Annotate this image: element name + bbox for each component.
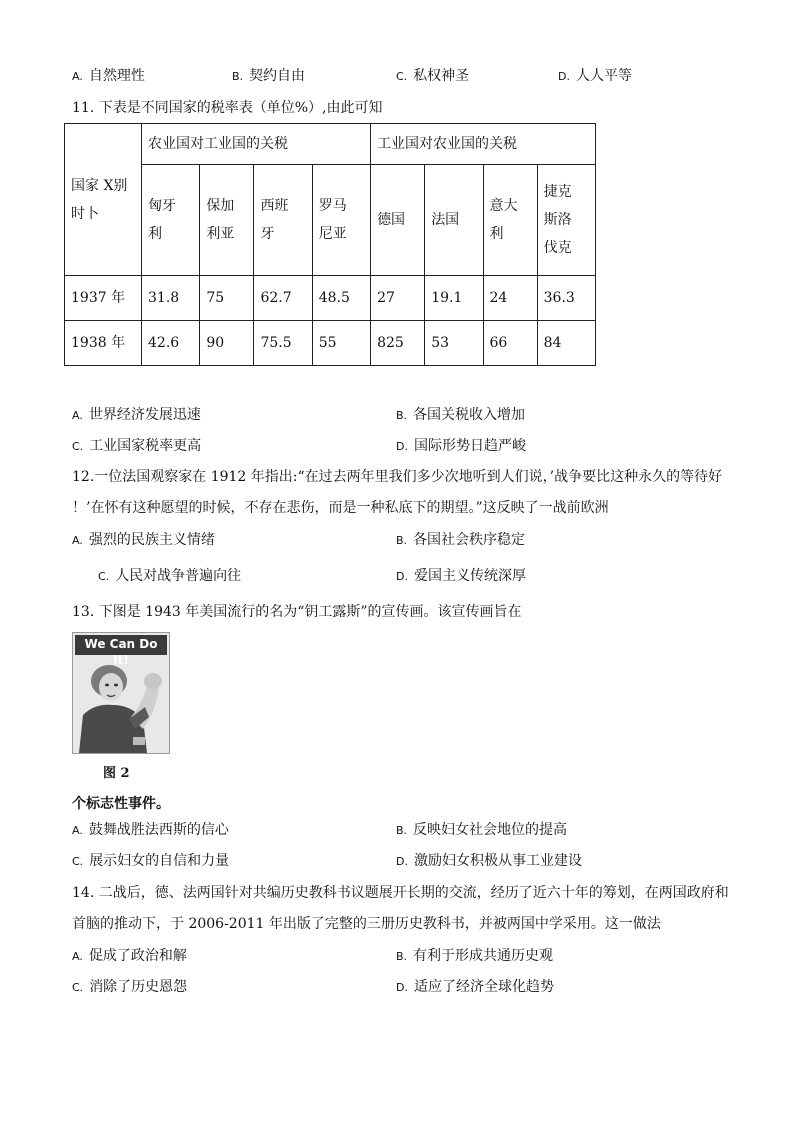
q12-option-a: A. 强烈的民族主义情绪 [72,532,215,548]
country-cell: 西班 牙 [254,165,312,276]
value-cell: 48.5 [312,276,370,321]
country-cell: 保加 利亚 [200,165,254,276]
value-cell: 42.6 [142,321,200,366]
group-agri-to-industrial: 农业国对工业国的关税 [142,124,371,165]
table-header-row [65,124,596,165]
value-cell: 62.7 [254,276,312,321]
value-cell: 75 [200,276,254,321]
value-cell: 19.1 [425,276,483,321]
table-row [65,321,596,366]
q14-option-a: A. 促成了政治和解 [72,948,187,964]
value-cell: 75.5 [254,321,312,366]
country-cell: 捷克 斯洛 伐克 [537,165,595,276]
q13-option-c: C. 展示妇女的自信和力量 [72,853,230,869]
q11-option-d: D. 国际形势日趋严峻 [396,438,526,454]
q10-option-b: B. 契约自由 [232,68,306,84]
q12-stem-line2: ！’在怀有这种愿望的时候，不存在悲伤，而是一种私底下的期望。”这反映了一战前欧洲 [72,500,609,516]
q11-option-a: A. 世界经济发展迅速 [72,407,201,423]
q12-option-c: C. 人民对战争普遍向往 [98,568,242,584]
country-cell: 意大 利 [483,165,537,276]
year-cell: 1938 年 [65,321,142,366]
table-country-row [65,165,596,276]
q13-option-d: D. 激励妇女积极从事工业建设 [396,853,582,869]
we-can-do-it-poster [72,632,170,754]
table-corner-cell: 国家 X别 时卜 [65,124,142,276]
group-industrial-to-agri: 工业国对农业国的关税 [371,124,596,165]
value-cell: 27 [371,276,425,321]
country-cell: 法国 [425,165,483,276]
q14-stem-line2: 首脑的推动下，于 2006-2011 年出版了完整的三册历史教科书，并被两国中学采用。这一做法 [72,916,661,932]
q11-option-c: C. 工业国家税率更高 [72,438,202,454]
poster-slogan: We Can Do It! [84,637,158,667]
q11-stem: 11. 下表是不同国家的税率表（单位%）,由此可知 [72,100,383,116]
q14-option-d: D. 适应了经济全球化趋势 [396,979,554,995]
value-cell: 36.3 [537,276,595,321]
q12-option-d: D. 爱国主义传统深厚 [396,568,526,584]
q10-option-d: D. 人人平等 [558,68,632,84]
value-cell: 66 [483,321,537,366]
q10-option-a: A. 自然理性 [72,68,145,84]
country-cell: 德国 [371,165,425,276]
year-cell: 1937 年 [65,276,142,321]
figure-caption: 图 2 [103,766,130,781]
value-cell: 24 [483,276,537,321]
q11-option-b: B. 各国关税收入增加 [396,407,526,423]
q14-stem-line1: 14. 二战后，德、法两国针对共编历史教科书议题展开长期的交流，经历了近六十年的筹划，在两国政府和 [72,885,729,901]
q14-option-c: C. 消除了历史恩怨 [72,979,188,995]
value-cell: 84 [537,321,595,366]
value-cell: 53 [425,321,483,366]
country-cell: 匈牙 利 [142,165,200,276]
q13-stem: 13. 下图是 1943 年美国流行的名为“钥工露斯”的宣传画。该宣传画旨在 [72,604,522,620]
q10-option-c: C. 私权神圣 [396,68,470,84]
q13-fragment: 个标志性事件。 [72,796,170,812]
q14-option-b: B. 有利于形成共通历史观 [396,948,554,964]
q12-option-b: B. 各国社会秩序稳定 [396,532,526,548]
tariff-table [64,123,596,366]
value-cell: 31.8 [142,276,200,321]
value-cell: 55 [312,321,370,366]
value-cell: 825 [371,321,425,366]
q13-option-a: A. 鼓舞战胜法西斯的信心 [72,822,229,838]
q13-option-b: B. 反映妇女社会地位的提高 [396,822,568,838]
value-cell: 90 [200,321,254,366]
q12-stem-line1: 12.一位法国观察家在 1912 年指出:“在过去两年里我们多少次地听到人们说，’战争要比这种永久的等待好 [72,469,723,485]
country-cell: 罗马 尼亚 [312,165,370,276]
table-row [65,276,596,321]
